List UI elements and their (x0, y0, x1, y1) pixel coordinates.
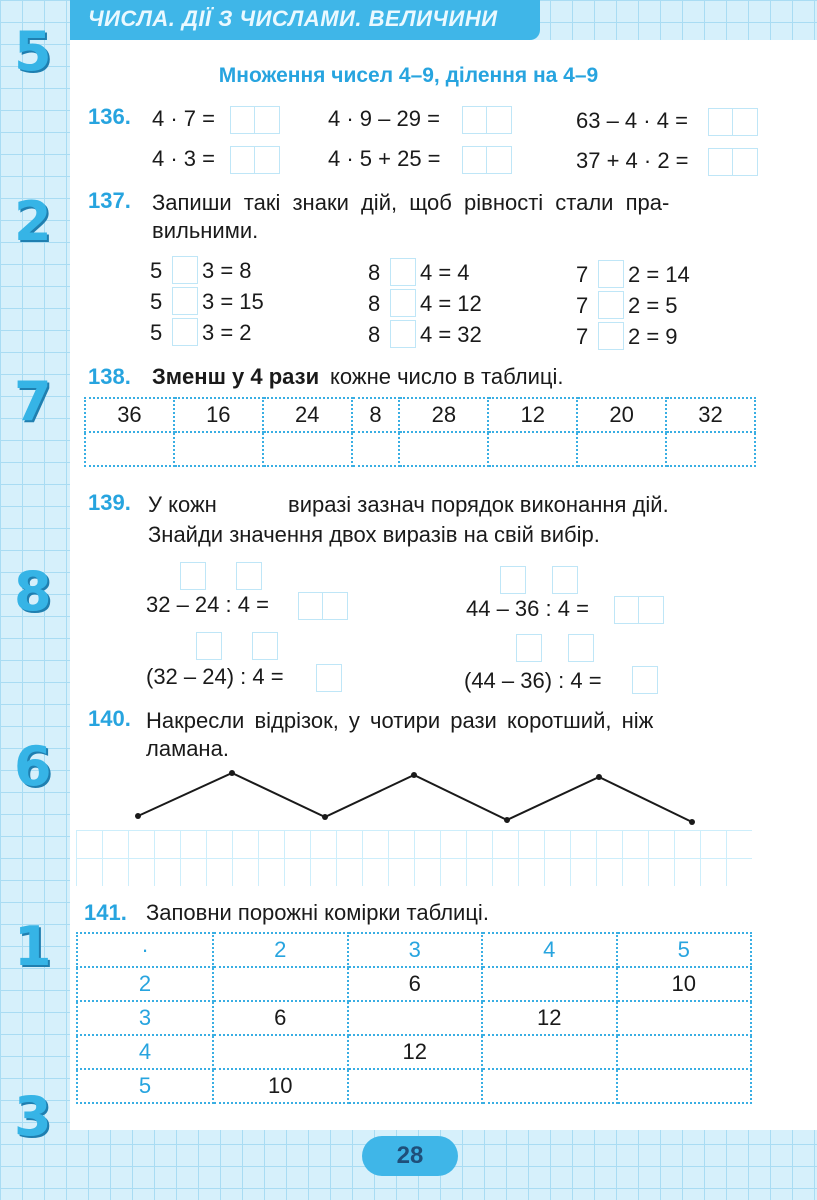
ex139-instruction-line2: Знайди значення двох виразів на свій вибір. (148, 522, 600, 547)
side-digit-7: 7 (14, 370, 52, 433)
section-header: ЧИСЛА. ДІЇ З ЧИСЛАМИ. ВЕЛИЧИНИ (88, 6, 498, 31)
table-cell[interactable] (617, 1069, 752, 1103)
side-digit-8: 8 (14, 560, 52, 623)
ex137-right-1-a: 7 (576, 262, 589, 287)
table-cell[interactable] (348, 1069, 483, 1103)
ex138-value: 36 (85, 398, 174, 432)
ex136-expr-1: 4 · 7 = (152, 106, 215, 131)
ex138-value: 24 (263, 398, 352, 432)
ex138-instruction-rest: кожне число в таблиці. (330, 364, 564, 389)
ex137-right-3-a: 7 (576, 324, 589, 349)
ex139-expr-2: 44 – 36 : 4 = (466, 596, 589, 621)
ex139-expr-1: 32 – 24 : 4 = (146, 592, 269, 617)
column-header: 3 (348, 933, 483, 967)
ex137-mid-1-b: 4 = 4 (420, 260, 470, 285)
ex139-instruction-line1-start: У кожн (148, 492, 217, 517)
ex137-left-2-a: 5 (150, 289, 163, 314)
ex137-left-1-b: 3 = 8 (202, 258, 252, 283)
table-cell[interactable] (348, 1001, 483, 1035)
ex138-instruction-bold: Зменш у 4 рази (152, 364, 320, 389)
ex137-instruction-line2: вильними. (152, 218, 259, 243)
table-cell[interactable] (213, 967, 348, 1001)
table-cell: 6 (348, 967, 483, 1001)
page-number: 28 (362, 1136, 458, 1176)
exercise-141-number: 141. (84, 900, 127, 925)
ex138-value: 12 (488, 398, 577, 432)
ex137-instruction-line1: Запиши такі знаки дій, щоб рівності стали пра- (152, 190, 670, 215)
ex138-value: 16 (174, 398, 263, 432)
row-header: 5 (77, 1069, 213, 1103)
row-header: 4 (77, 1035, 213, 1069)
side-digit-3: 3 (14, 1085, 52, 1148)
ex137-mid-3-a: 8 (368, 322, 381, 347)
side-digit-1: 1 (14, 915, 52, 978)
drawing-area[interactable] (76, 830, 752, 886)
ex139-expr-3: (32 – 24) : 4 = (146, 664, 284, 689)
ex137-mid-3-b: 4 = 32 (420, 322, 482, 347)
ex141-instruction: Заповни порожні комірки таблиці. (146, 900, 489, 925)
ex136-expr-3: 63 – 4 · 4 = (576, 108, 688, 133)
ex137-left-2-b: 3 = 15 (202, 289, 264, 314)
exercise-136-number: 136. (88, 104, 131, 129)
ex138-value: 20 (577, 398, 666, 432)
side-digit-6: 6 (14, 735, 52, 798)
ex137-right-2-b: 2 = 5 (628, 293, 678, 318)
multiplication-table (76, 932, 752, 1104)
exercise-137-number: 137. (88, 188, 131, 213)
ex138-value: 28 (399, 398, 488, 432)
ex137-mid-1-a: 8 (368, 260, 381, 285)
ex138-value: 32 (666, 398, 755, 432)
ex137-mid-2-b: 4 = 12 (420, 291, 482, 316)
table-cell[interactable] (617, 1001, 752, 1035)
table-cell[interactable] (482, 1035, 617, 1069)
exercise-138-number: 138. (88, 364, 131, 389)
column-header: 2 (213, 933, 348, 967)
ex137-right-3-b: 2 = 9 (628, 324, 678, 349)
exercise-139-number: 139. (88, 490, 131, 515)
ex137-right-2-a: 7 (576, 293, 589, 318)
column-header: 5 (617, 933, 752, 967)
table-cell[interactable] (617, 1035, 752, 1069)
ex138-value: 8 (352, 398, 400, 432)
table-cell[interactable] (482, 1069, 617, 1103)
ex137-mid-2-a: 8 (368, 291, 381, 316)
table-cell[interactable] (213, 1035, 348, 1069)
ex137-right-1-b: 2 = 14 (628, 262, 690, 287)
table-cell: 12 (348, 1035, 483, 1069)
ex139-instruction-line1-end: виразі зазнач порядок виконання дій. (288, 492, 669, 517)
ex136-expr-2: 4 · 9 – 29 = (328, 106, 440, 131)
ex136-expr-4: 4 · 3 = (152, 146, 215, 171)
ex136-expr-5: 4 · 5 + 25 = (328, 146, 441, 171)
table-cell: 12 (482, 1001, 617, 1035)
ex140-instruction-line1: Накресли відрізок, у чотири рази коротший, ніж (146, 708, 654, 733)
table-cell: 10 (617, 967, 752, 1001)
side-digit-2: 2 (14, 190, 52, 253)
row-header: 2 (77, 967, 213, 1001)
side-digit-5: 5 (14, 20, 52, 83)
ex137-left-3-a: 5 (150, 320, 163, 345)
ex137-left-1-a: 5 (150, 258, 163, 283)
column-header: 4 (482, 933, 617, 967)
table-cell: 10 (213, 1069, 348, 1103)
table-corner: · (77, 933, 213, 967)
exercise-140-number: 140. (88, 706, 131, 731)
row-header: 3 (77, 1001, 213, 1035)
ex137-left-3-b: 3 = 2 (202, 320, 252, 345)
table-cell[interactable] (482, 967, 617, 1001)
table-cell: 6 (213, 1001, 348, 1035)
ex140-instruction-line2: ламана. (146, 736, 229, 761)
ex136-expr-6: 37 + 4 · 2 = (576, 148, 689, 173)
ex139-expr-4: (44 – 36) : 4 = (464, 668, 602, 693)
page-title: Множення чисел 4–9, ділення на 4–9 (218, 64, 599, 87)
